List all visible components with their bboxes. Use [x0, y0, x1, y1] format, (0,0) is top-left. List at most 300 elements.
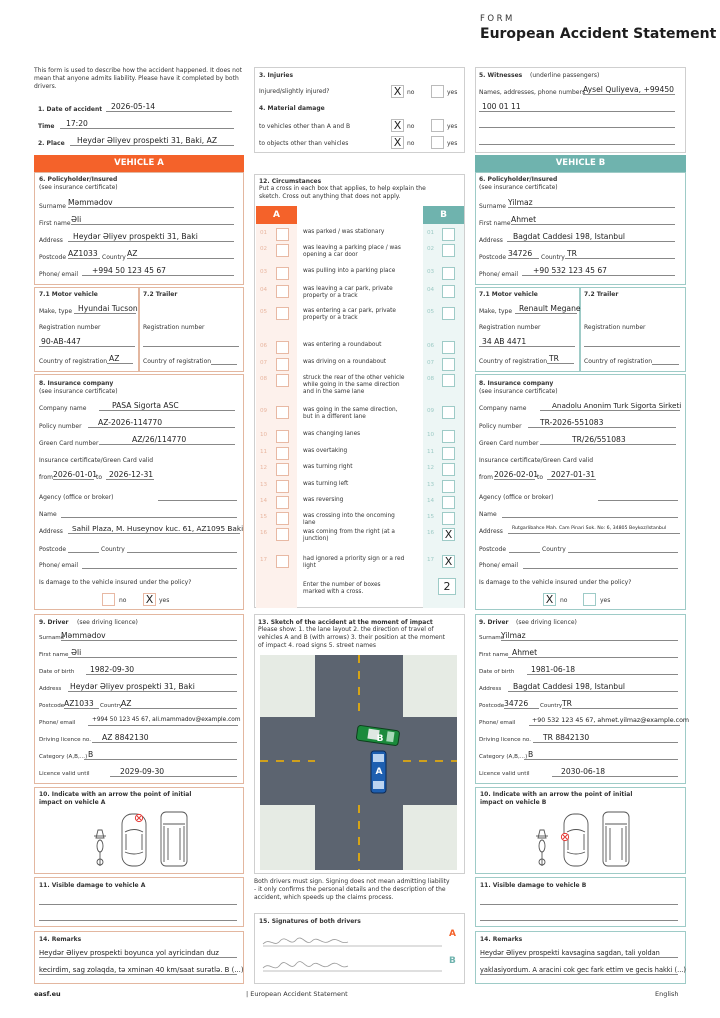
date-field[interactable]: 2026-05-14 — [106, 102, 232, 112]
agency-address-b-field[interactable]: Rutgarlibahce Mah. Cam Pinari Sok. No: 6, 34805 Beykoz/Istanbul — [508, 524, 680, 534]
registration-a-label: Registration number — [39, 324, 101, 331]
country-a-label: Country — [102, 254, 126, 261]
circumstance-a-checkbox[interactable] — [276, 447, 289, 460]
damage-insured-b-yes-label: yes — [600, 597, 611, 604]
remarks-a-line-2[interactable]: kecirdim, sag zolaqda, tə xminən 40 km/saat surətlə. B (...) — [39, 966, 244, 974]
sketch-vehicle-b-label: B — [376, 734, 384, 744]
circumstance-b-number: 08 — [427, 376, 435, 382]
witnesses-sub: (underline passengers) — [530, 72, 600, 79]
circumstance-text: had ignored a priority sign or a red light — [303, 556, 405, 570]
company-b-field[interactable]: Anadolu Anonim Turk Sigorta Sirketi — [540, 401, 680, 411]
circumstance-a-checkbox[interactable] — [276, 555, 289, 568]
driver-postcode-b-field[interactable]: 34726 — [504, 699, 539, 709]
green-card-a-label: Green Card number — [39, 440, 99, 447]
witness-line-3[interactable] — [479, 127, 675, 128]
policyholder-b-label: 6. Policyholder/Insured — [479, 176, 558, 183]
motor-vehicle-b-label: 7.1 Motor vehicle — [479, 291, 538, 298]
driver-b-label: 9. Driver — [479, 619, 509, 626]
insurance-b-sub: (see insurance certificate) — [479, 388, 558, 395]
first-name-a-label: First name — [39, 220, 71, 227]
agency-b-label: Agency (office or broker) — [479, 494, 554, 501]
licence-valid-b-label: Licence valid until — [479, 771, 530, 777]
witness-line-2[interactable]: 100 01 11 — [479, 102, 675, 112]
circumstance-a-checkbox[interactable] — [276, 374, 289, 387]
from-a-label: from — [39, 474, 53, 481]
valid-from-a-field[interactable]: 2026-01-01 — [53, 470, 98, 479]
first-name-b-label: First name — [479, 220, 511, 227]
trailer-country-b-field[interactable] — [652, 364, 679, 365]
insurance-a-sub: (see insurance certificate) — [39, 388, 118, 395]
circumstance-a-checkbox[interactable] — [276, 512, 289, 525]
circumstance-a-number: 10 — [260, 432, 268, 438]
circumstance-text: was going in the same direction, but in a different lane — [303, 407, 398, 421]
agency-address-a-field[interactable]: Sahil Plaza, M. Huseynov kuc. 61, AZ1095 Baki — [68, 524, 240, 534]
driver-first-a-field[interactable]: Əli — [68, 648, 237, 658]
make-b-label: Make, type — [479, 308, 513, 315]
circumstance-a-number: 07 — [260, 360, 268, 366]
circumstance-b-checkbox[interactable]: X — [442, 555, 455, 568]
circumstance-a-checkbox[interactable] — [276, 341, 289, 354]
circumstance-a-number: 06 — [260, 343, 268, 349]
injuries-no-checkbox[interactable]: X — [391, 85, 404, 98]
damage-insured-b-no-label: no — [560, 597, 568, 604]
address-a-label: Address — [39, 237, 63, 244]
make-b-field[interactable]: Renault Megane — [515, 304, 577, 314]
valid-to-a-field[interactable]: 2026-12-31 — [106, 470, 154, 480]
circumstance-a-checkbox[interactable] — [276, 430, 289, 443]
circumstance-a-checkbox[interactable] — [276, 285, 289, 298]
driver-address-a-field[interactable]: Heydər Əliyev prospekti 31, Baki — [68, 682, 237, 692]
insurance-a-label: 8. Insurance company — [39, 380, 114, 387]
circumstance-text: was entering a roundabout — [303, 342, 382, 348]
damage-insured-a-yes-label: yes — [159, 597, 170, 604]
category-a-field[interactable]: B — [84, 750, 237, 760]
circumstance-b-number: 06 — [427, 343, 435, 349]
valid-a-label: Insurance certificate/Green Card valid — [39, 457, 154, 464]
damage-insured-b-question: Is damage to the vehicle insured under the policy? — [479, 579, 632, 586]
address-b-field[interactable]: Bagdat Caddesi 198, Istanbul — [507, 232, 675, 242]
witnesses-names-label: Names, addresses, phone numbers — [479, 89, 586, 96]
surname-b-field[interactable]: Yilmaz — [508, 198, 675, 208]
material-damage-label: 4. Material damage — [259, 105, 325, 112]
licence-b-label: Driving licence no. — [479, 737, 532, 743]
driver-phone-a-label: Phone/ email — [39, 720, 76, 726]
circumstance-a-number: 05 — [260, 309, 268, 315]
circumstances-desc: Put a cross in each box that applies, to help explain the sketch. Cross out anything that does not apply. — [259, 185, 426, 201]
driver-surname-b-field[interactable]: Yilmaz — [501, 631, 678, 641]
circumstance-a-checkbox[interactable] — [276, 244, 289, 257]
signatures-label: 15. Signatures of both drivers — [259, 918, 361, 925]
circumstance-a-checkbox[interactable] — [276, 496, 289, 509]
licence-a-label: Driving licence no. — [39, 737, 92, 743]
circumstance-b-number: 12 — [427, 465, 435, 471]
licence-b-field[interactable]: TR 8842130 — [533, 733, 678, 743]
country-b-label: Country — [541, 254, 565, 261]
address-b-label: Address — [479, 237, 503, 244]
impact-b-vehicle-diagram[interactable] — [530, 810, 640, 870]
circumstance-b-checkbox[interactable] — [442, 512, 455, 525]
driver-address-a-label: Address — [39, 686, 62, 692]
driver-address-b-label: Address — [479, 686, 502, 692]
injuries-yes-checkbox[interactable] — [431, 85, 444, 98]
remarks-b-line-2[interactable]: yaklasiyordum. A aracini cok gec fark ettim ve gecis hakki (...) — [480, 966, 686, 974]
agency-name-a-label: Name — [39, 511, 57, 518]
damage-objects-yes-checkbox[interactable] — [431, 136, 444, 149]
circumstance-a-number: 03 — [260, 269, 268, 275]
agency-country-b-label: Country — [542, 546, 566, 553]
country-registration-b-label: Country of registration — [479, 358, 548, 365]
circumstance-a-checkbox[interactable] — [276, 480, 289, 493]
circumstance-text: was changing lanes — [303, 431, 361, 437]
policy-b-label: Policy number — [479, 423, 522, 430]
agency-phone-a-label: Phone/ email — [39, 562, 79, 569]
circumstance-b-checkbox[interactable] — [442, 285, 455, 298]
country-registration-a-field[interactable]: AZ — [107, 354, 133, 364]
circumstance-a-number: 15 — [260, 514, 268, 520]
country-a-field[interactable]: AZ — [127, 249, 234, 259]
surname-a-label: Surname — [39, 203, 66, 210]
country-b-field[interactable]: TR — [565, 249, 675, 259]
circumstance-text: was entering a car park, private property or a track — [303, 308, 396, 322]
circumstance-b-number: 04 — [427, 287, 435, 293]
policyholder-a-label: 6. Policyholder/Insured — [39, 176, 118, 183]
circumstance-b-checkbox[interactable] — [442, 374, 455, 387]
driver-address-b-field[interactable]: Bagdat Caddesi 198, Istanbul — [508, 682, 678, 692]
phone-b-field[interactable]: +90 532 123 45 67 — [522, 266, 675, 276]
driver-surname-b-label: Surname — [479, 635, 505, 641]
place-field[interactable]: Heydər Əliyev prospekti 31, Baki, AZ — [70, 136, 234, 146]
injuries-no-label: no — [407, 89, 415, 96]
circumstance-text: was overtaking — [303, 448, 348, 454]
driver-phone-a-field[interactable]: +994 50 123 45 67, ali.mammadov@example.com — [88, 716, 238, 726]
damage-insured-a-question: Is damage to the vehicle insured under the policy? — [39, 579, 192, 586]
circumstance-a-number: 04 — [260, 287, 268, 293]
vehicle-b-header: VEHICLE B — [475, 155, 686, 172]
remarks-b-label: 14. Remarks — [480, 936, 523, 943]
circumstance-a-number: 12 — [260, 465, 268, 471]
accident-sketch-canvas[interactable] — [260, 655, 457, 870]
remarks-a-line-1[interactable]: Heydər Əliyev prospekti boyunca yol ayricindan duz — [39, 949, 237, 958]
agency-name-b-field[interactable] — [502, 517, 678, 518]
circumstance-b-number: 15 — [427, 514, 435, 520]
policy-b-field[interactable]: TR-2026-551083 — [528, 418, 676, 428]
circumstance-b-number: 13 — [427, 482, 435, 488]
intro-text: This form is used to describe how the accident happened. It does not mean that anyone admits liability. Please have it completed by both drivers. — [34, 67, 243, 91]
postcode-a-field[interactable]: AZ1033 — [68, 249, 100, 259]
green-card-b-label: Green Card number — [479, 440, 539, 447]
dob-a-label: Date of birth — [39, 669, 75, 675]
agency-country-a-field[interactable] — [127, 552, 237, 553]
agency-b-field[interactable] — [598, 500, 678, 501]
sketch-label: 13. Sketch of the accident at the moment of impact — [258, 619, 433, 626]
signature-b-tag: B — [449, 956, 456, 966]
valid-from-b-field[interactable]: 2026-02-01 — [494, 470, 539, 479]
remarks-a-label: 14. Remarks — [39, 936, 82, 943]
agency-a-field[interactable] — [158, 500, 237, 501]
circumstance-a-checkbox[interactable] — [276, 463, 289, 476]
agency-postcode-b-label: Postcode — [479, 546, 507, 553]
circumstance-b-number: 07 — [427, 360, 435, 366]
circumstance-b-checkbox[interactable] — [442, 307, 455, 320]
place-label: 2. Place — [38, 140, 65, 147]
driver-a-label: 9. Driver — [39, 619, 69, 626]
witness-line-1[interactable]: Aysel Quliyeva, +99450 — [583, 85, 674, 94]
visible-damage-a-label: 11. Visible damage to vehicle A — [39, 882, 146, 889]
green-card-a-field[interactable]: AZ/26/114770 — [99, 435, 235, 445]
circumstance-b-checkbox[interactable] — [442, 358, 455, 371]
driver-country-b-field[interactable]: TR — [562, 699, 678, 709]
impact-a-label: 10. Indicate with an arrow the point of initial impact on vehicle A — [39, 791, 192, 807]
surname-b-label: Surname — [479, 203, 506, 210]
from-b-label: from — [479, 474, 493, 481]
company-a-field[interactable]: PASA Sigorta ASC — [99, 401, 235, 411]
circumstance-text: was turning left — [303, 481, 349, 487]
circumstance-b-checkbox[interactable] — [442, 496, 455, 509]
circumstance-text: was pulling into a parking place — [303, 268, 396, 274]
circumstance-b-checkbox[interactable] — [442, 463, 455, 476]
damage-vehicles-no-label: no — [407, 123, 415, 130]
damage-insured-a-yes-checkbox[interactable]: X — [143, 593, 156, 606]
trailer-registration-b-label: Registration number — [584, 324, 646, 331]
surname-a-field[interactable]: Məmmədov — [68, 198, 234, 208]
impact-a-vehicle-diagram[interactable] — [88, 810, 198, 870]
signature-b — [263, 962, 348, 968]
to-a-label: to — [96, 474, 103, 481]
licence-a-field[interactable]: AZ 8842130 — [92, 733, 237, 743]
agency-phone-b-field[interactable] — [523, 568, 678, 569]
motor-vehicle-a-label: 7.1 Motor vehicle — [39, 291, 98, 298]
dob-b-field[interactable]: 1981-06-18 — [527, 665, 678, 675]
driver-postcode-b-label: Postcode — [479, 703, 505, 709]
category-b-field[interactable]: B — [524, 750, 678, 760]
driver-first-b-label: First name — [479, 652, 509, 658]
first-name-b-field[interactable]: Ahmet — [511, 215, 675, 225]
circumstance-a-checkbox[interactable] — [276, 267, 289, 280]
damage-objects-label: to objects other than vehicles — [259, 140, 349, 147]
circumstance-a-checkbox[interactable] — [276, 228, 289, 241]
circumstance-b-number: 17 — [427, 557, 435, 563]
visible-damage-b-label: 11. Visible damage to vehicle B — [480, 882, 587, 889]
company-b-label: Company name — [479, 405, 527, 412]
circumstance-b-checkbox[interactable] — [442, 244, 455, 257]
visible-damage-a-line-1[interactable] — [39, 904, 237, 905]
circumstance-b-number: 05 — [427, 309, 435, 315]
circumstances-count-label: Enter the number of boxes marked with a cross. — [303, 582, 381, 596]
damage-vehicles-label: to vehicles other than A and B — [259, 123, 351, 130]
address-a-field[interactable]: Heydər Əliyev prospekti 31, Baki — [68, 232, 234, 242]
damage-insured-b-no-checkbox[interactable]: X — [543, 593, 556, 606]
circumstance-b-number: 01 — [427, 230, 435, 236]
trailer-a-label: 7.2 Trailer — [143, 291, 178, 298]
damage-insured-a-no-label: no — [119, 597, 127, 604]
circumstance-a-number: 13 — [260, 482, 268, 488]
circumstance-a-number: 14 — [260, 498, 268, 504]
phone-b-label: Phone/ email — [479, 271, 519, 278]
visible-damage-a-line-2[interactable] — [39, 920, 237, 921]
visible-damage-b-line-1[interactable] — [480, 904, 678, 905]
signing-notice: Both drivers must sign. Signing does not mean admitting liability - it only confirms the personal details and the description of the accident, which speeds up the claims process. — [254, 878, 450, 902]
licence-valid-a-label: Licence valid until — [39, 771, 90, 777]
agency-country-b-field[interactable] — [568, 552, 678, 553]
witness-line-4[interactable] — [479, 144, 675, 145]
circumstances-b-header: B — [423, 206, 464, 224]
circumstance-text: was leaving a car park, private property or a track — [303, 286, 393, 300]
registration-b-field[interactable]: 34 AB 4471 — [479, 337, 575, 347]
first-name-a-field[interactable]: Əli — [71, 215, 234, 225]
postcode-b-label: Postcode — [479, 254, 507, 261]
witnesses-label: 5. Witnesses — [479, 72, 523, 79]
trailer-country-b-label: Country of registration — [584, 358, 653, 365]
policy-a-label: Policy number — [39, 423, 82, 430]
circumstance-a-number: 09 — [260, 408, 268, 414]
valid-to-b-field[interactable]: 2027-01-31 — [547, 470, 596, 480]
circumstance-a-checkbox[interactable] — [276, 307, 289, 320]
agency-phone-b-label: Phone/ email — [479, 562, 519, 569]
licence-valid-a-field[interactable]: 2029-09-30 — [110, 767, 237, 777]
signature-a-tag: A — [449, 929, 456, 939]
time-field[interactable]: 17:20 — [60, 119, 234, 129]
circumstance-a-checkbox[interactable] — [276, 406, 289, 419]
remarks-b-line-1[interactable]: Heydər Əliyev prospekti kavsagina sagdan, tali yoldan — [480, 949, 678, 958]
damage-objects-yes-label: yes — [447, 140, 458, 147]
trailer-country-a-label: Country of registration — [143, 358, 212, 365]
driver-surname-a-label: Surname — [39, 635, 65, 641]
registration-a-field[interactable]: 90-AB-447 — [39, 337, 135, 347]
circumstance-text: was turning right — [303, 464, 353, 470]
circumstance-a-number: 17 — [260, 557, 268, 563]
circumstance-b-checkbox[interactable] — [442, 228, 455, 241]
damage-insured-a-no-checkbox[interactable] — [102, 593, 115, 606]
phone-a-field[interactable]: +994 50 123 45 67 — [82, 266, 234, 276]
company-a-label: Company name — [39, 405, 87, 412]
circumstance-a-checkbox[interactable] — [276, 528, 289, 541]
sketch-desc: Please show: 1. the lane layout 2. the direction of travel of vehicles A and B (with arrows) 3. their position at the moment of impact 4. road signs 5. street names — [258, 626, 446, 650]
driver-postcode-a-field[interactable]: AZ1033 — [64, 699, 99, 709]
agency-address-a-label: Address — [39, 528, 63, 535]
postcode-b-field[interactable]: 34726 — [508, 249, 539, 259]
injuries-yes-label: yes — [447, 89, 458, 96]
circumstance-b-number: 11 — [427, 449, 435, 455]
registration-b-label: Registration number — [479, 324, 541, 331]
driver-country-b-label: Country — [540, 703, 563, 709]
agency-phone-a-field[interactable] — [82, 568, 237, 569]
agency-postcode-a-field[interactable] — [68, 552, 99, 553]
trailer-country-a-field[interactable] — [211, 364, 237, 365]
driver-country-a-label: Country — [100, 703, 123, 709]
driver-phone-b-field[interactable]: +90 532 123 45 67, ahmet.yilmaz@example.com — [529, 716, 680, 726]
circumstance-b-number: 10 — [427, 432, 435, 438]
circumstance-b-checkbox[interactable] — [442, 267, 455, 280]
circumstances-a-header: A — [256, 206, 297, 224]
damage-objects-no-checkbox[interactable]: X — [391, 136, 404, 149]
agency-address-b-label: Address — [479, 528, 503, 535]
circumstance-text: was leaving a parking place / was opening a car door — [303, 245, 401, 259]
trailer-registration-a-label: Registration number — [143, 324, 205, 331]
circumstance-b-number: 16 — [427, 530, 435, 536]
country-registration-a-label: Country of registration — [39, 358, 108, 365]
circumstances-label: 12. Circumstances — [259, 178, 322, 185]
damage-insured-b-yes-checkbox[interactable] — [583, 593, 596, 606]
licence-valid-b-field[interactable]: 2030-06-18 — [552, 767, 678, 777]
driver-country-a-field[interactable]: AZ — [121, 699, 237, 709]
circumstances-count-b-field[interactable]: 2 — [438, 578, 456, 595]
circumstance-b-checkbox[interactable] — [442, 430, 455, 443]
agency-postcode-a-label: Postcode — [39, 546, 67, 553]
footer-language[interactable]: English — [655, 990, 679, 998]
damage-vehicles-yes-checkbox[interactable] — [431, 119, 444, 132]
agency-country-a-label: Country — [101, 546, 125, 553]
green-card-b-field[interactable]: TR/26/551083 — [540, 435, 676, 445]
make-a-label: Make, type — [39, 308, 73, 315]
agency-a-label: Agency (office or broker) — [39, 494, 114, 501]
visible-damage-b-line-2[interactable] — [480, 920, 678, 921]
dob-a-field[interactable]: 1982-09-30 — [86, 665, 237, 675]
circumstance-text: was coming from the right (at a junction) — [303, 529, 395, 543]
phone-a-label: Phone/ email — [39, 271, 79, 278]
footer-site[interactable]: easf.eu — [34, 990, 61, 998]
driver-a-sub: (see driving licence) — [77, 619, 138, 626]
circumstance-b-checkbox[interactable] — [442, 341, 455, 354]
driver-b-sub: (see driving licence) — [516, 619, 577, 626]
circumstance-text: was parked / was stationary — [303, 229, 385, 235]
circumstance-b-checkbox[interactable] — [442, 480, 455, 493]
injuries-label: 3. Injuries — [259, 72, 294, 79]
circumstance-b-checkbox[interactable]: X — [442, 528, 455, 541]
vehicle-a-header: VEHICLE A — [34, 155, 244, 172]
insurance-b-label: 8. Insurance company — [479, 380, 554, 387]
circumstance-text: was driving on a roundabout — [303, 359, 387, 365]
policyholder-b-sub: (see insurance certificate) — [479, 184, 558, 191]
circumstance-a-number: 16 — [260, 530, 268, 536]
make-a-field[interactable]: Hyundai Tucson — [74, 304, 136, 314]
agency-postcode-b-field[interactable] — [509, 552, 540, 553]
postcode-a-label: Postcode — [39, 254, 67, 261]
circumstance-b-checkbox[interactable] — [442, 406, 455, 419]
trailer-b-label: 7.2 Trailer — [584, 291, 619, 298]
trailer-registration-b-field[interactable] — [584, 346, 680, 347]
driver-surname-a-field[interactable]: Məmmədov — [61, 631, 237, 641]
trailer-registration-a-field[interactable] — [143, 346, 239, 347]
circumstance-a-number: 01 — [260, 230, 268, 236]
circumstance-a-checkbox[interactable] — [276, 358, 289, 371]
circumstance-b-number: 14 — [427, 498, 435, 504]
dob-b-label: Date of birth — [479, 669, 515, 675]
policy-a-field[interactable]: AZ-2026-114770 — [88, 418, 235, 428]
driver-postcode-a-label: Postcode — [39, 703, 65, 709]
valid-b-label: Insurance certificate/Green Card valid — [479, 457, 594, 464]
circumstance-b-number: 09 — [427, 408, 435, 414]
damage-vehicles-yes-label: yes — [447, 123, 458, 130]
circumstance-text: was reversing — [303, 497, 344, 503]
circumstance-b-checkbox[interactable] — [442, 447, 455, 460]
circumstance-a-number: 02 — [260, 246, 268, 252]
signatures-area[interactable] — [260, 933, 442, 979]
country-registration-b-field[interactable]: TR — [547, 354, 574, 364]
form-label: FORM — [480, 14, 515, 24]
sketch-vehicle-a-label: A — [375, 767, 383, 777]
damage-objects-no-label: no — [407, 140, 415, 147]
damage-vehicles-no-checkbox[interactable]: X — [391, 119, 404, 132]
page-title: European Accident Statement — [480, 26, 717, 42]
agency-name-b-label: Name — [479, 511, 497, 518]
circumstance-b-number: 02 — [427, 246, 435, 252]
driver-first-b-field[interactable]: Ahmet — [508, 648, 678, 658]
circumstance-b-number: 03 — [427, 269, 435, 275]
circumstance-a-number: 11 — [260, 449, 268, 455]
footer-title: | European Accident Statement — [246, 990, 348, 998]
agency-name-a-field[interactable] — [61, 517, 237, 518]
driver-first-a-label: First name — [39, 652, 69, 658]
